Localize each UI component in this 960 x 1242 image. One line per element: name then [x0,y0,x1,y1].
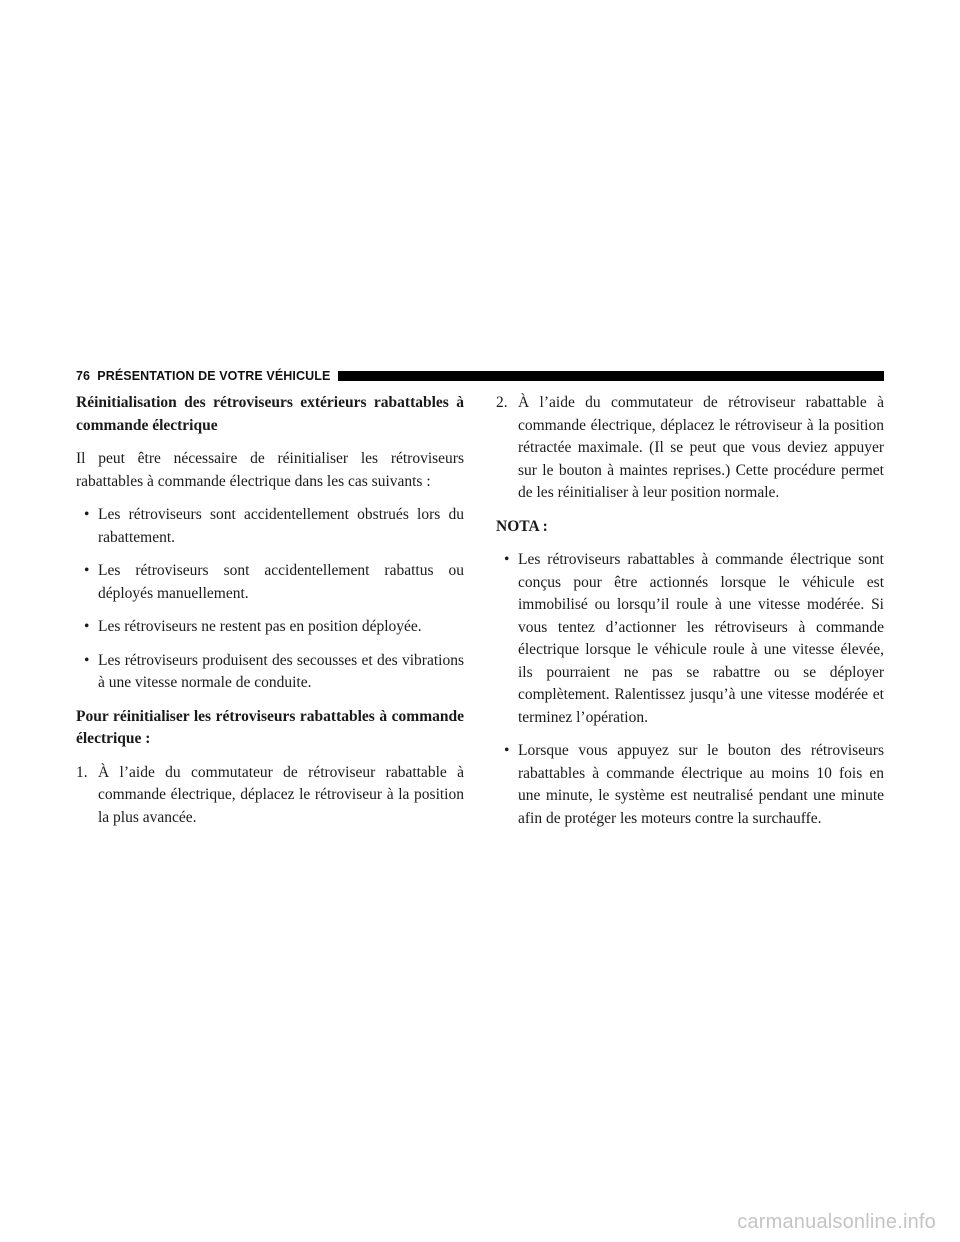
step-text: À l’aide du commutateur de rétroviseur rabattable à commande électrique, déplacez le rétroviseur à la position la plus avancée. [98,763,464,826]
list-item-text: Lorsque vous appuyez sur le bouton des rétroviseurs rabattables à commande électrique au moins 10 fois en une minute, le système est neutralisé pendant une minute afin de protéger les moteurs contre la surchauffe. [518,742,884,827]
bullet-icon: • [84,506,90,523]
list-item [76,504,464,549]
page-number: 76 [76,369,91,383]
list-item [496,549,884,729]
list-item [496,740,884,830]
list-item-text: Les rétroviseurs ne restent pas en position déployée. [98,618,422,635]
list-item-text: Les rétroviseurs rabattables à commande électrique sont conçus pour être actionnés lorsque le véhicule est immobilisé ou lorsqu’il roule à une vitesse modérée. Si vous tentez d’actionner les rétroviseurs à commande électrique lorsque le véhicule roule à une vitesse élevée, ils pourraient ne pas se rabattre ou se déployer complètement. Ralentissez jusqu’à une vitesse modérée et terminez l’opération. [518,551,884,726]
note-label: NOTA : [496,517,548,535]
header-rule [338,371,884,381]
list-item [76,560,464,605]
procedure-heading: Pour réinitialiser les rétroviseurs rabattables à commande électrique : [76,707,464,747]
step-2 [496,392,884,505]
left-column [76,392,464,840]
bullet-icon: • [504,742,510,759]
list-item-text: Les rétroviseurs sont accidentellement rabattus ou déployés manuellement. [98,562,464,602]
right-column [496,392,884,841]
list-item-text: Les rétroviseurs produisent des secousses et des vibrations à une vitesse normale de conduite. [98,651,464,691]
page-header-text [76,369,330,383]
step-number: 2. [496,394,508,411]
bullet-icon: • [84,562,90,579]
page-header [76,366,884,386]
section-heading: Réinitialisation des rétroviseurs extérieurs rabattables à commande électrique [76,394,464,434]
bullet-icon: • [504,551,510,568]
section-title: PRÉSENTATION DE VOTRE VÉHICULE [97,369,331,383]
list-item [76,616,464,639]
step-1 [76,762,464,830]
step-number: 1. [76,763,88,781]
step-text: À l’aide du commutateur de rétroviseur rabattable à commande électrique, déplacez le rétroviseur à la position rétractée maximale. (Il se peut que vous deviez appuyer sur le bouton à maintes reprises.) Cette procédure permet de les réinitialiser à leur position normale. [518,394,884,501]
list-item-text: Les rétroviseurs sont accidentellement obstrués lors du rabattement. [98,506,464,546]
bullet-icon: • [84,651,90,669]
list-item [76,650,464,695]
intro-paragraph: Il peut être nécessaire de réinitialiser les rétroviseurs rabattables à commande électrique dans les cas suivants : [76,450,464,490]
bullet-icon: • [84,618,90,635]
watermark-text: carmanualsonline.info [737,1211,936,1233]
